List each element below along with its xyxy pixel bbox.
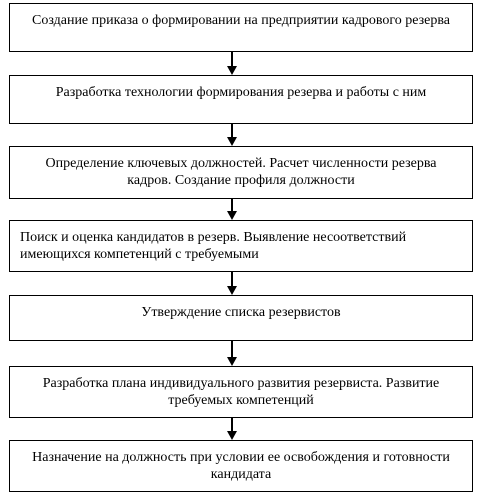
step-1-box [9, 3, 473, 52]
step-6-box [9, 366, 473, 418]
step-2-text: Разработка технологии формирования резерва и работы с ним [55, 85, 427, 100]
arrow-1-to-2 [227, 52, 237, 75]
step-2-box [9, 75, 473, 124]
step-5-box [9, 295, 473, 341]
step-4-box [9, 220, 473, 272]
step-4-text: Поиск и оценка кандидатов в резерв. Выявление несоответствий имеющихся компетенций с требуемыми [20, 230, 407, 262]
step-7-text: Назначение на должность при условии ее освобождения и готовности кандидата [32, 450, 450, 482]
arrow-2-to-3 [227, 124, 237, 146]
step-7-box [9, 440, 473, 492]
arrow-4-to-5 [227, 272, 237, 295]
step-1-text: Создание приказа о формировании на предприятии кадрового резерва [32, 13, 450, 28]
arrow-6-to-7 [227, 418, 237, 440]
step-3-text: Определение ключевых должностей. Расчет численности резерва кадров. Создание профиля должности [45, 156, 437, 188]
step-6-text: Разработка плана индивидуального развития резервиста. Развитие требуемых компетенций [42, 376, 440, 408]
arrow-5-to-6 [227, 341, 237, 366]
step-5-text: Утверждение списка резервистов [141, 305, 341, 320]
arrow-3-to-4 [227, 199, 237, 220]
step-3-box [9, 146, 473, 199]
